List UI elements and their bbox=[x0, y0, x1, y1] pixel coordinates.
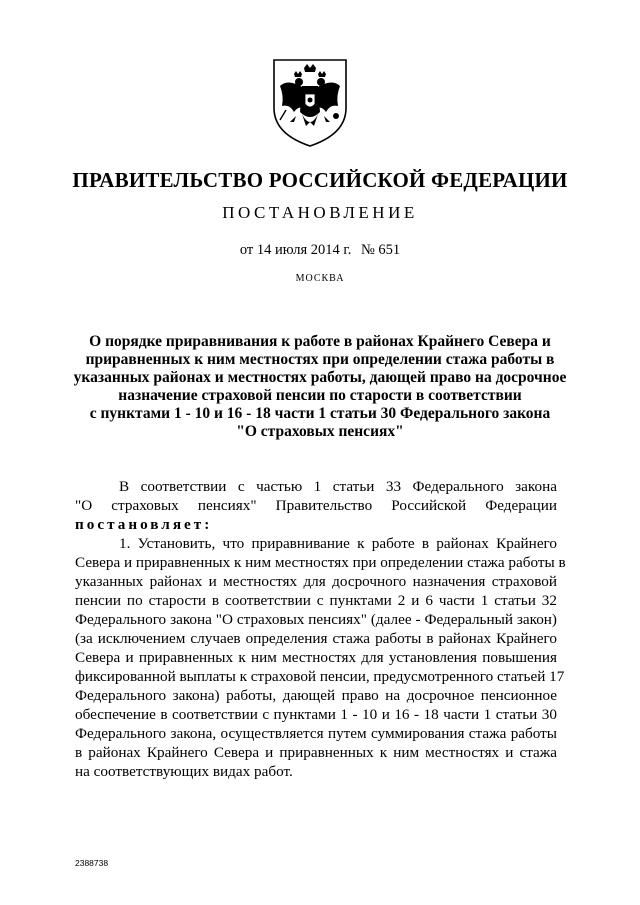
intro-line: "О страховых пенсиях" Правительство Российской Федерации bbox=[75, 497, 557, 514]
subject-line: назначение страховой пенсии по старости в соответствии bbox=[118, 387, 522, 404]
document-code: 2388738 bbox=[75, 858, 109, 868]
clause-line: Севера и приравненных к ним местностях для установления повышения bbox=[75, 649, 557, 666]
clause-line: обеспечение в соответствии с пунктами 1 - 10 и 16 - 18 части 1 статьи 30 bbox=[75, 706, 557, 723]
clause-line: Федерального закона "О страховых пенсиях" (далее - Федеральный закон) bbox=[75, 611, 557, 628]
clause-line: пенсии по старости в соответствии с пунктами 2 и 6 части 1 статьи 32 bbox=[75, 592, 557, 609]
subject-line: приравненных к ним местностях при определении стажа работы в bbox=[85, 351, 555, 368]
subject-line: с пунктами 1 - 10 и 16 - 18 части 1 статьи 30 Федерального закона bbox=[89, 405, 551, 422]
government-title: ПРАВИТЕЛЬСТВО РОССИЙСКОЙ ФЕДЕРАЦИИ bbox=[72, 168, 568, 192]
subject-line: указанных районах и местностях работы, дающей право на досрочное bbox=[73, 369, 567, 386]
subject-line: "О страховых пенсиях" bbox=[236, 423, 404, 440]
document-subject bbox=[70, 333, 570, 441]
document-body bbox=[75, 477, 566, 781]
clause-line: на соответствующих видах работ. bbox=[75, 763, 293, 780]
clause-line: Федерального закона, осуществляется путем суммирования стажа работы bbox=[75, 725, 557, 742]
city-name: МОСКВА bbox=[295, 273, 345, 284]
clause-line: фиксированной выплаты к страховой пенсии, предусмотренного статьей 17 bbox=[75, 668, 565, 685]
document-date: от 14 июля 2014 г. bbox=[239, 242, 352, 258]
clause-line: 1. Установить, что приравнивание к работе в районах Крайнего bbox=[119, 535, 557, 552]
decree-word: постановляет: bbox=[75, 516, 213, 533]
date-number-line bbox=[0, 242, 640, 259]
clause-line: в районах Крайнего Севера и приравненных к ним местностях и стажа bbox=[75, 744, 557, 761]
intro-line: В соответствии с частью 1 статьи 33 Федерального закона bbox=[119, 478, 557, 495]
subject-line: О порядке приравнивания к работе в районах Крайнего Севера и bbox=[89, 333, 551, 350]
coat-of-arms-emblem bbox=[268, 56, 352, 148]
document-type: ПОСТАНОВЛЕНИЕ bbox=[222, 203, 418, 222]
clause-line: (за исключением случаев определения стажа работы в районах Крайнего bbox=[75, 630, 557, 647]
clause-line: Федерального закона) работы, дающей право на досрочное пенсионное bbox=[75, 687, 557, 704]
document-number: № 651 bbox=[360, 242, 401, 258]
clause-line: указанных районах и местностях для досрочного назначения страховой bbox=[75, 573, 557, 590]
clause-line: Севера и приравненных к ним местностях при определении стажа работы в bbox=[75, 554, 566, 571]
